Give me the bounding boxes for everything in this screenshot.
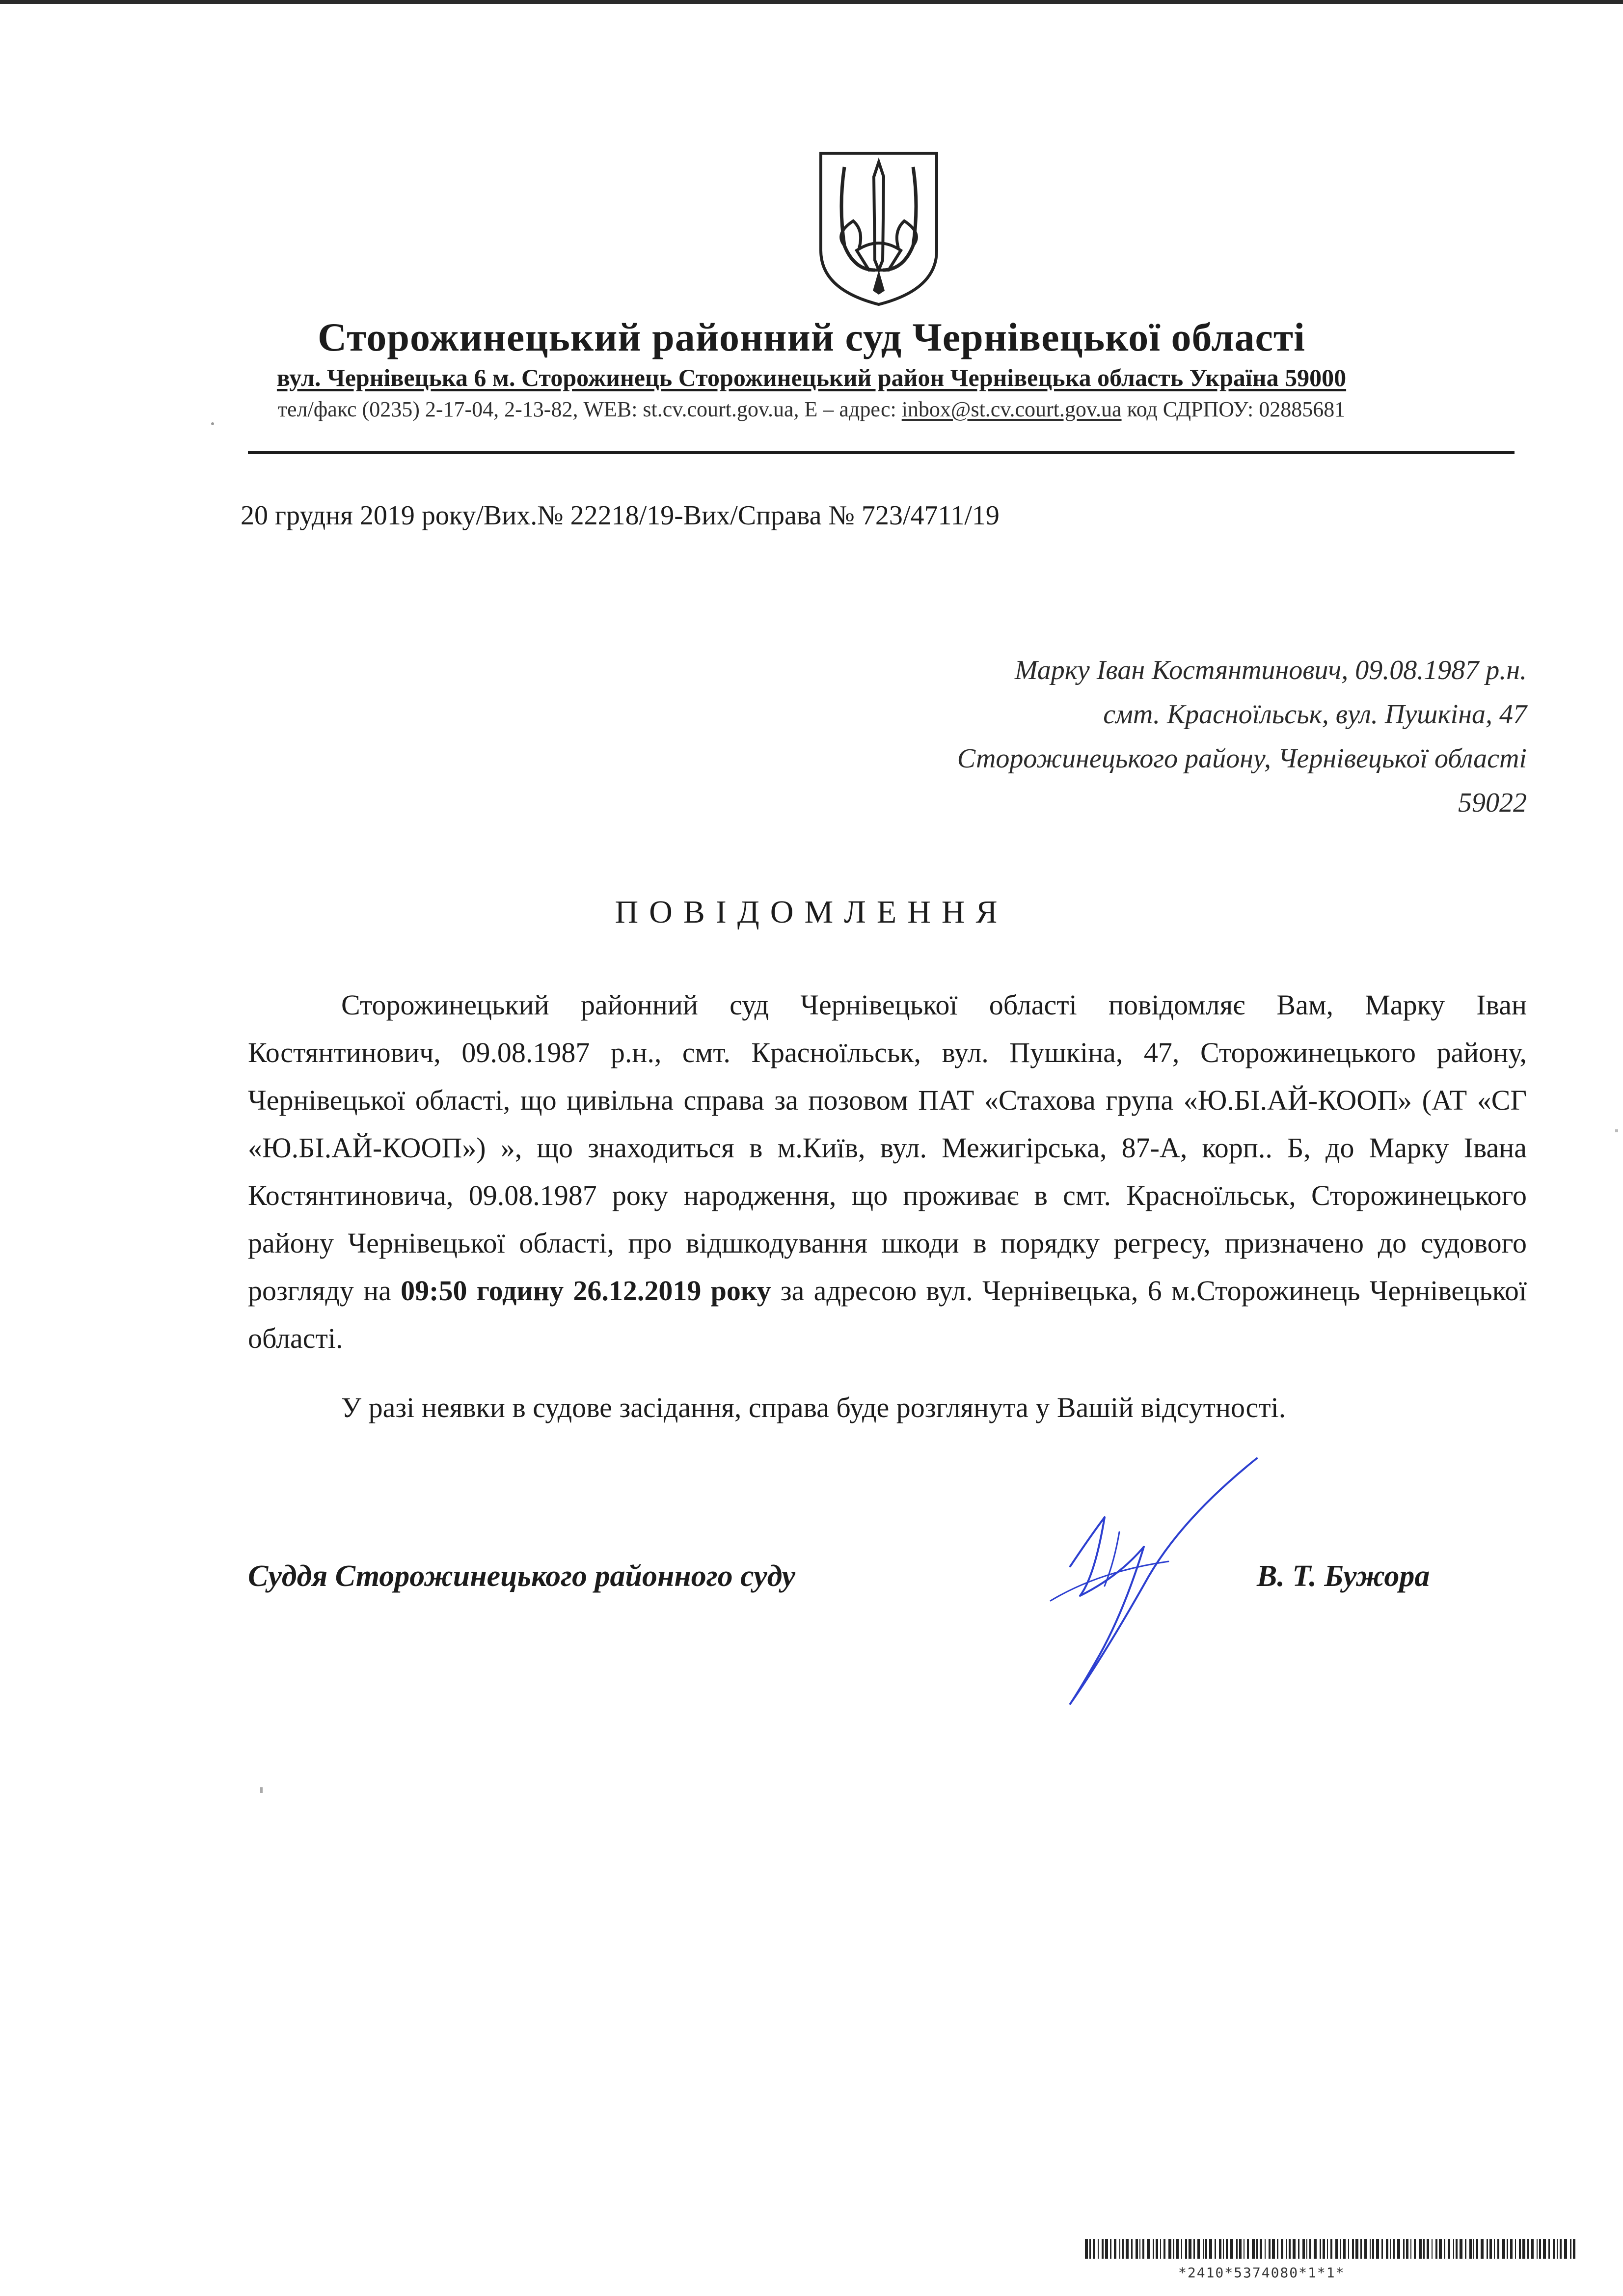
barcode-bar — [1298, 2239, 1299, 2259]
barcode-bar — [1527, 2239, 1529, 2259]
barcode-bar — [1126, 2239, 1129, 2259]
barcode-bar — [1309, 2239, 1311, 2259]
barcode-bar — [1557, 2239, 1558, 2259]
barcode-bar — [1397, 2239, 1400, 2259]
barcode-bar — [1193, 2239, 1195, 2259]
barcode-bar — [1122, 2239, 1124, 2259]
handwritten-signature — [1021, 1449, 1296, 1723]
barcode-bar — [1223, 2239, 1224, 2259]
barcode-bar — [1465, 2239, 1466, 2259]
barcode-bar — [1281, 2239, 1283, 2259]
barcode-bar — [1215, 2239, 1216, 2259]
barcode-bar — [1507, 2239, 1508, 2259]
barcode-bar — [1390, 2239, 1391, 2259]
barcode-bar — [1160, 2239, 1161, 2259]
barcode-bar — [1327, 2239, 1328, 2259]
barcode-bar — [1142, 2239, 1144, 2259]
barcode-bar — [1277, 2239, 1278, 2259]
barcode-bar — [1302, 2239, 1305, 2259]
barcode-bar — [1110, 2239, 1111, 2259]
barcode-bar — [1105, 2239, 1108, 2259]
judge-title: Суддя Сторожинецького районного суду — [248, 1559, 796, 1593]
barcode-bar — [1360, 2239, 1362, 2259]
barcode-bar — [1481, 2239, 1484, 2259]
barcode-bar — [1153, 2239, 1154, 2259]
barcode-bar — [1439, 2239, 1442, 2259]
barcode-bar — [1531, 2239, 1534, 2259]
barcode-bar — [1260, 2239, 1262, 2259]
barcode-bar — [1098, 2239, 1099, 2259]
scan-artifact — [1615, 1129, 1618, 1132]
notice-paragraph — [248, 981, 1527, 1362]
barcode-bar — [1131, 2239, 1133, 2259]
barcode-bar — [1093, 2239, 1095, 2259]
barcode-bar — [1176, 2239, 1179, 2259]
barcode-bar — [1376, 2239, 1379, 2259]
barcode-bar — [1226, 2239, 1228, 2259]
notice-address-text: за адресою вул. Чернівецька, 6 м.Сторожинець Чернівецької області. — [248, 1275, 1527, 1354]
barcode-bar — [1343, 2239, 1346, 2259]
barcode-bar — [1570, 2239, 1571, 2259]
barcode-bar — [1414, 2239, 1416, 2259]
barcode-bar — [1156, 2239, 1158, 2259]
barcode-bar — [1102, 2239, 1104, 2259]
barcode-bar — [1460, 2239, 1462, 2259]
court-address-text: вул. Чернівецька 6 м. Сторожинець Сторожинецький район Чернівецька область Україна 59000 — [276, 364, 1347, 391]
judge-name: В. Т. Бужора — [1257, 1559, 1430, 1593]
recipient-name: Марку Іван Костянтинович, 09.08.1987 р.н. — [1014, 655, 1527, 685]
scan-artifact — [211, 422, 214, 425]
barcode-bar — [1573, 2239, 1575, 2259]
scan-top-edge — [0, 0, 1623, 4]
barcode-bar — [1136, 2239, 1138, 2259]
barcode-bar — [1265, 2239, 1266, 2259]
barcode-bar — [1393, 2239, 1395, 2259]
barcode-bar — [1564, 2239, 1567, 2259]
barcode-bar — [1473, 2239, 1474, 2259]
barcode-bar — [1205, 2239, 1207, 2259]
barcode-bar — [1314, 2239, 1317, 2259]
court-address — [0, 363, 1623, 392]
barcode-bar — [1403, 2239, 1405, 2259]
barcode-bar — [1410, 2239, 1411, 2259]
barcode-bar — [1323, 2239, 1325, 2259]
contacts-prefix: тел/факс (0235) 2-17-04, 2-13-82, WEB: st.cv.court.gov.ua, E – адрес: — [277, 397, 902, 421]
absence-warning-paragraph: У разі неявки в судове засідання, справа буде розглянута у Вашій відсутності. — [341, 1392, 1286, 1423]
barcode-bar — [1239, 2239, 1242, 2259]
document-barcode — [1085, 2239, 1576, 2259]
barcode-bar — [1427, 2239, 1429, 2259]
barcode-bar — [1456, 2239, 1458, 2259]
barcode-bar — [1252, 2239, 1255, 2259]
document-title: ПОВІДОМЛЕННЯ — [615, 894, 1008, 930]
barcode-bar — [1219, 2239, 1221, 2259]
barcode-bar — [1355, 2239, 1358, 2259]
barcode-bar — [1435, 2239, 1437, 2259]
barcode-bar — [1352, 2239, 1354, 2259]
barcode-bar — [1236, 2239, 1238, 2259]
barcode-number: *2410*5374080*1*1* — [1178, 2265, 1345, 2281]
barcode-bar — [1247, 2239, 1249, 2259]
barcode-bar — [1173, 2239, 1174, 2259]
barcode-bar — [1114, 2239, 1116, 2259]
barcode-bar — [1306, 2239, 1307, 2259]
barcode-bar — [1256, 2239, 1258, 2259]
barcode-bar — [1293, 2239, 1296, 2259]
barcode-bar — [1448, 2239, 1450, 2259]
barcode-bar — [1519, 2239, 1521, 2259]
barcode-bar — [1320, 2239, 1321, 2259]
barcode-bar — [1163, 2239, 1165, 2259]
barcode-bar — [1340, 2239, 1341, 2259]
barcode-bar — [1272, 2239, 1275, 2259]
barcode-bar — [1487, 2239, 1488, 2259]
barcode-bar — [1476, 2239, 1478, 2259]
barcode-bar — [1553, 2239, 1555, 2259]
barcode-bar — [1537, 2239, 1538, 2259]
court-name: Сторожинецький районний суд Чернівецької області — [318, 315, 1305, 359]
barcode-bar — [1348, 2239, 1349, 2259]
hearing-datetime: 09:50 годину 26.12.2019 року — [401, 1275, 771, 1307]
scan-artifact — [260, 1787, 263, 1793]
barcode-bar — [1444, 2239, 1445, 2259]
barcode-bar — [1419, 2239, 1422, 2259]
barcode-bar — [1089, 2239, 1091, 2259]
barcode-bar — [1469, 2239, 1472, 2259]
barcode-bar — [1185, 2239, 1187, 2259]
barcode-bar — [1494, 2239, 1495, 2259]
barcode-bar — [1453, 2239, 1454, 2259]
recipient-postcode: 59022 — [1458, 788, 1527, 818]
barcode-bar — [1335, 2239, 1338, 2259]
barcode-bar — [1168, 2239, 1171, 2259]
recipient-street: смт. Красноїльськ, вул. Пушкіна, 47 — [1103, 699, 1527, 730]
barcode-bar — [1181, 2239, 1182, 2259]
barcode-bar — [1209, 2239, 1212, 2259]
recipient-district: Сторожинецького району, Чернівецької області — [957, 743, 1527, 774]
barcode-bar — [1510, 2239, 1513, 2259]
barcode-bar — [1286, 2239, 1287, 2259]
barcode-bar — [1406, 2239, 1408, 2259]
barcode-bar — [1139, 2239, 1140, 2259]
barcode-bar — [1497, 2239, 1499, 2259]
barcode-bar — [1381, 2239, 1383, 2259]
barcode-bar — [1423, 2239, 1425, 2259]
ukraine-coat-of-arms-icon — [815, 147, 943, 309]
barcode-bar — [1189, 2239, 1191, 2259]
barcode-bar — [1372, 2239, 1374, 2259]
barcode-bar — [1330, 2239, 1332, 2259]
barcode-bar — [1432, 2239, 1433, 2259]
barcode-bar — [1548, 2239, 1550, 2259]
barcode-bar — [1147, 2239, 1150, 2259]
barcode-bar — [1515, 2239, 1516, 2259]
notice-text: Сторожинецький районний суд Чернівецької області повідомляє Вам, Марку Іван Костянтинович, 09.08.1987 р.н., смт. Красноїльськ, вул. Пушкіна, 47, Сторожинецького району, Чернівецької області, що цивільна справа за позовом ПАТ «Стахова група «Ю.БІ.АЙ-КООП» (АТ «СГ «Ю.БІ.АЙ-КООП») », що знаходиться в м.Київ, вул. Межигірська, 87-А, корп.. Б, до Марку Івана Костянтиновича, 09.08.1987 року народження, що проживає в смт. Красноїльськ, Сторожинецького району Чернівецької області, про відшкодування шкоди в порядку регресу, призначено до судового розгляду на — [248, 989, 1527, 1307]
court-contacts — [0, 397, 1623, 422]
barcode-bar — [1230, 2239, 1233, 2259]
barcode-bar — [1539, 2239, 1541, 2259]
court-email-link[interactable]: inbox@st.cv.court.gov.ua — [901, 397, 1122, 421]
header-divider — [248, 451, 1515, 454]
barcode-bar — [1364, 2239, 1367, 2259]
contacts-suffix: код СДРПОУ: 02885681 — [1121, 397, 1346, 421]
barcode-bar — [1370, 2239, 1371, 2259]
barcode-bar — [1522, 2239, 1525, 2259]
barcode-bar — [1197, 2239, 1200, 2259]
outgoing-reference: 20 грудня 2019 року/Вих.№ 22218/19-Вих/Справа № 723/4711/19 — [241, 500, 1000, 531]
barcode-bar — [1489, 2239, 1492, 2259]
barcode-bar — [1085, 2239, 1088, 2259]
barcode-bar — [1269, 2239, 1271, 2259]
barcode-bar — [1289, 2239, 1291, 2259]
barcode-bar — [1543, 2239, 1546, 2259]
barcode-bar — [1560, 2239, 1562, 2259]
recipient-block — [687, 648, 1527, 825]
barcode-bar — [1386, 2239, 1388, 2259]
barcode-bar — [1502, 2239, 1505, 2259]
barcode-bar — [1119, 2239, 1120, 2259]
barcode-bar — [1203, 2239, 1204, 2259]
